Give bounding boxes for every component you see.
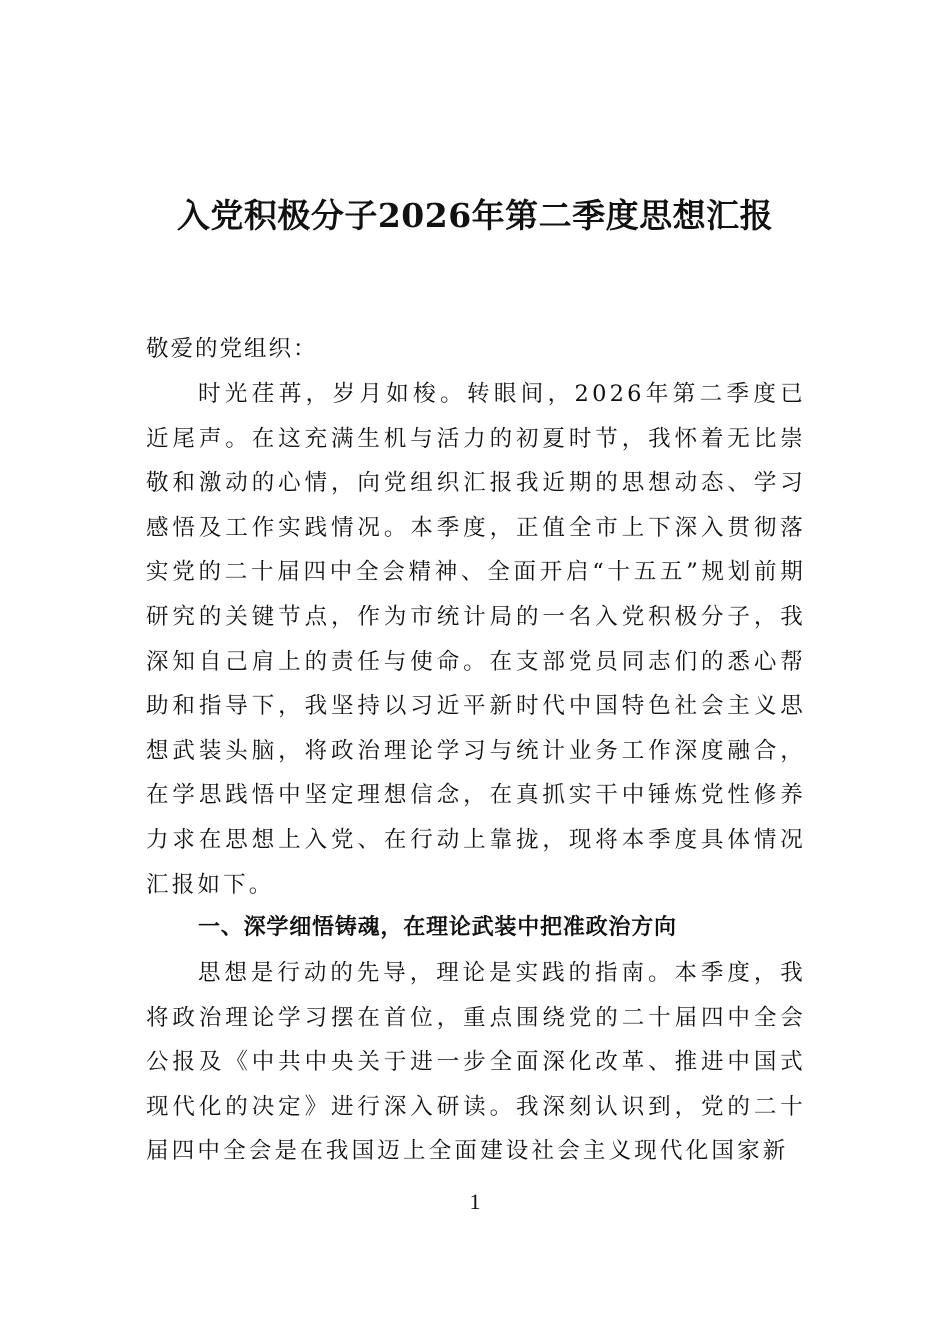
section-heading-1: 一、深学细悟铸魂，在理论武装中把准政治方向 — [198, 915, 677, 940]
document-title: 入党积极分子2026年第二季度思想汇报 — [176, 196, 774, 235]
salutation: 敬爱的党组织： — [146, 336, 318, 362]
page-number: 1 — [469, 1189, 481, 1214]
paragraph-section-1: 思想是行动的先导，理论是实践的指南。本季度，我将政治理论学习摆在首位，重点围绕党的二十届四中全会公报及《中共中央关于进一步全面深化改革、推进中国式现代化的决定》进行深入研读。我深刻认识到，党的二十届四中全会是在我国迈上全面建设社会主义现代化国家新 — [146, 960, 806, 1165]
paragraph-intro: 时光荏苒，岁月如梭。转眼间，2026年第二季度已近尾声。在这充满生机与活力的初夏时节，我怀着无比崇敬和激动的心情，向党组织汇报我近期的思想动态、学习感悟及工作实践情况。本季度，正值全市上下深入贯彻落实党的二十届四中全会精神、全面开启“十五五”规划前期研究的关键节点，作为市统计局的一名入党积极分子，我深知自己肩上的责任与使命。在支部党员同志们的悉心帮助和指导下，我坚持以习近平新时代中国特色社会主义思想武装头脑，将政治理论学习与统计业务工作深度融合，在学思践悟中坚定理想信念，在真抓实干中锤炼党性修养力求在思想上入党、在行动上靠拢，现将本季度具体情况汇报如下。 — [146, 381, 806, 898]
